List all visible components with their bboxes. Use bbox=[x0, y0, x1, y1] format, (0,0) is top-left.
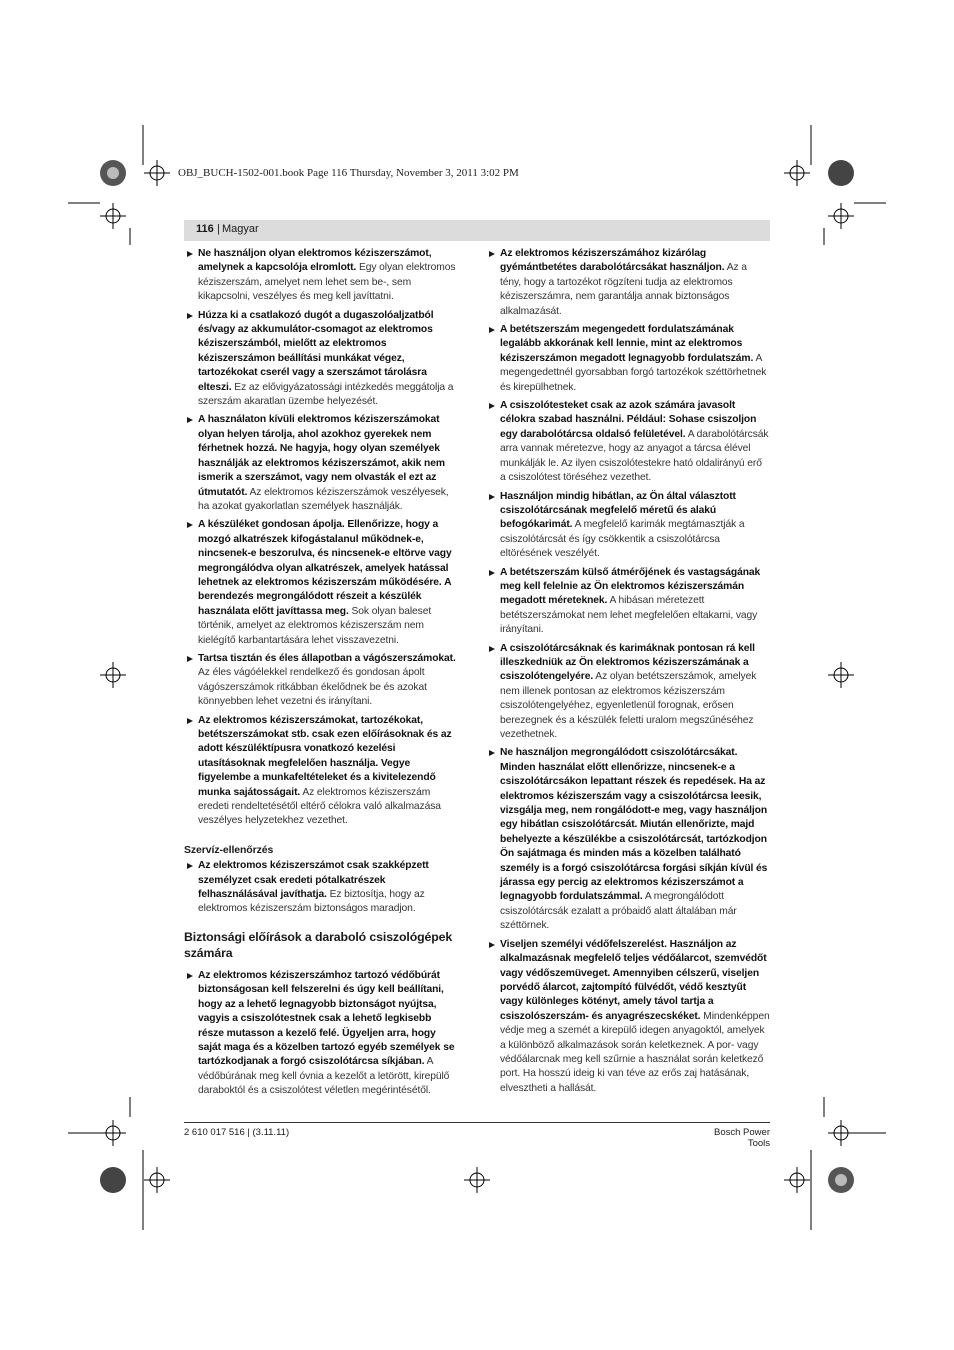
item-bold-text: Az elektromos kéziszerszámhoz tartozó védőbúrát biztonságosan kell felszerelni és úgy kell beállítani, hogy az a lehető legnagyobb biztonságot nyújtsa, vagyis a csiszolótestnek csak a lehető legkisebb része mutasson a kezelő felé. Ügyeljen arra, hogy saját maga és a közelben tartozó egyéb személyek se tartózkodjanak a forgó csiszolótárcsa síkjában. bbox=[198, 969, 455, 1068]
service-items bbox=[184, 859, 456, 917]
left-column bbox=[184, 247, 456, 1103]
item-body-text: A megfelelő karimák megtámasztják a csiszolótárcsát és így csökkentik a csiszolótárcsa eltörésének veszélyét. bbox=[500, 519, 745, 560]
section-items bbox=[184, 969, 456, 1099]
item-bold-text: A használaton kívüli elektromos kéziszerszámokat olyan helyen tárolja, ahol azokhoz gyerekek nem férhetnek hozzá. Ne hagyja, hogy olyan személyek használják az elektromos kéziszerszámot, akik nem ismerik a szerszámot, vagy nem olvasták el ezt az útmutatót. bbox=[198, 414, 445, 498]
page-header-band bbox=[184, 220, 770, 241]
right-items bbox=[486, 247, 770, 1096]
list-item bbox=[184, 969, 456, 1099]
bullet-triangle-icon bbox=[187, 656, 193, 662]
left-items-before bbox=[184, 247, 456, 829]
list-item bbox=[486, 490, 770, 562]
bullet-triangle-icon bbox=[489, 251, 495, 257]
item-body-text: Ez biztosítja, hogy az elektromos kéziszerszám biztonságos maradjon. bbox=[198, 889, 425, 915]
list-item bbox=[184, 518, 456, 648]
item-body-text: Egy olyan elektromos kéziszerszám, amelyet nem lehet sem be-, sem kikapcsolni, veszélyes és meg kell javíttatni. bbox=[198, 262, 456, 303]
item-bold-text: A betétszerszám megengedett fordulatszámának legalább akkorának kell lennie, mint az elektromos kéziszerszámon megadott legnagyobb fordulatszám. bbox=[500, 324, 754, 364]
item-body-text: Az elektromos kéziszerszám eredeti rendeltetésétől eltérő célokra való alkalmazása veszélyes helyzetekhez vezethet. bbox=[198, 786, 441, 827]
item-body-text: Ez az elővigyázatossági intézkedés meggátolja a szerszám akaratlan üzembe helyezését. bbox=[198, 381, 454, 408]
list-item bbox=[184, 309, 456, 410]
bullet-triangle-icon bbox=[187, 973, 193, 979]
bullet-triangle-icon bbox=[187, 313, 193, 319]
list-item bbox=[486, 938, 770, 1096]
item-bold-text: Használjon mindig hibátlan, az Ön által választott csiszolótárcsának megfelelő méretű és alakú befogókarimát. bbox=[500, 490, 736, 531]
item-body-text: Az éles vágóélekkel rendelkező és gondosan ápolt vágószerszámok ritkábban ékelődnek be és azokat könnyebben lehet vezetni és irányítani. bbox=[198, 667, 427, 708]
list-item bbox=[486, 323, 770, 395]
list-item bbox=[184, 247, 456, 305]
item-body-text: A megengedettnél gyorsabban forgó tartozékok széttörhetnek és kirepülhetnek. bbox=[500, 352, 767, 393]
item-bold-text: Tartsa tisztán és éles állapotban a vágószerszámokat. bbox=[198, 652, 456, 664]
item-body-text: Az a tény, hogy a tartozékot rögzíteni tudja az elektromos kéziszerszámra, nem garantálja annak biztonságos alkalmazását. bbox=[500, 262, 747, 317]
page-number: 116 bbox=[196, 223, 214, 235]
item-body-text: A megrongálódott csiszolótárcsák ezalatt a próbaidő alatt általában már széttörnek. bbox=[500, 891, 737, 932]
item-bold-text: Viseljen személyi védőfelszerelést. Használjon az alkalmazásnak megfelelő teljes védőálarcot, szemvédőt vagy védőszemüveget. Amennyiben célszerű, viseljen porvédő álarcot, zajtompító fülvédőt, védő kesztyűt vagy különleges kötényt, amely távol tartja a csiszolószerszám- és anyagrészecskéket. bbox=[500, 938, 767, 1022]
item-bold-text: Az elektromos kéziszerszámához kizárólag gyémántbetétes darabolótárcsákat használjon. bbox=[500, 248, 725, 274]
bullet-triangle-icon bbox=[489, 494, 495, 500]
bullet-triangle-icon bbox=[489, 403, 495, 409]
section-heading: Biztonsági előírások a daraboló csiszológépek számára bbox=[184, 929, 453, 960]
header-separator: | bbox=[217, 223, 220, 235]
item-bold-text: A készüléket gondosan ápolja. Ellenőrizze, hogy a mozgó alkatrészek kifogástalanul működnek-e, nincsenek-e beszorulva, és nincsenek-e eltörve vagy megrongálódva olyan alkatrészek, amelyek hatással lehetnek az elektromos kéziszerszám működésére. A berendezés megrongálódott részeit a készülék használata előtt javíttassa meg. bbox=[198, 519, 452, 617]
footer-doc-number: 2 610 017 516 | (3.11.11) bbox=[184, 1127, 290, 1138]
header-language: Magyar bbox=[222, 223, 259, 235]
bullet-triangle-icon bbox=[187, 718, 193, 724]
item-bold-text: Ne használjon olyan elektromos kéziszerszámot, amelynek a kapcsolója elromlott. bbox=[198, 248, 432, 274]
item-bold-text: A csiszolótesteket csak az azok számára javasolt célokra szabad használni. Például: Sohase csiszoljon egy darabolótárcsa oldalsó felületével. bbox=[500, 400, 757, 440]
item-bold-text: Az elektromos kéziszerszámot csak szakképzett személyzet csak eredeti pótalkatrészek felhasználásával javíthatja. bbox=[198, 860, 429, 901]
item-bold-text: A csiszolótárcsáknak és karimáknak pontosan rá kell illeszkedniük az Ön elektromos kéziszerszámának a csiszolótengelyére. bbox=[500, 642, 755, 683]
bullet-triangle-icon bbox=[489, 750, 495, 756]
service-heading: Szervíz-ellenőrzés bbox=[184, 843, 274, 856]
item-body-text: A darabolótárcsák arra vannak méretezve, hogy az anyagot a tárcsa élével munkálják le. Az ilyen csiszolótestekre ható oldalirányú erő a csiszolótest töréséhez vezethet. bbox=[500, 428, 769, 484]
item-body-text: Sok olyan baleset történik, amelyet az elektromos kéziszerszám nem kielégítő karbantartására lehet visszavezetni. bbox=[198, 605, 432, 646]
item-bold-text: Ne használjon megrongálódott csiszolótárcsákat. Minden használat előtt ellenőrizze, nincsenek-e a csiszolótárcsákon lepattant részek és repedések. Ha az elektromos kéziszerszám vagy a csiszolótárcsa leesik, vizsgálja meg, nem rongálódott-e meg, vagy használjon egy hibátlan csiszolótárcsát. Miután ellenőrizte, majd behelyezte a készülékbe a csiszolótárcsát, tartózkodjon Ön sajátmaga és minden más a közelben található személy is a forgó csiszolótárcsa forgási síkján kívül és járassa egy percig az elektromos kéziszerszámot a legnagyobb fordulatszámmal. bbox=[500, 747, 768, 903]
bullet-triangle-icon bbox=[489, 327, 495, 333]
list-item bbox=[184, 652, 456, 710]
list-item bbox=[486, 247, 770, 319]
print-header: OBJ_BUCH-1502-001.book Page 116 Thursday, November 3, 2011 3:02 PM bbox=[178, 167, 519, 179]
list-item bbox=[184, 413, 456, 514]
bullet-triangle-icon bbox=[187, 251, 193, 257]
bullet-triangle-icon bbox=[489, 942, 495, 948]
item-body-text: Mindenképpen védje meg a szemét a kirepülő idegen anyagoktól, amelyek a különböző alkalmazások során keletkeznek. A por- vagy védőálarcnak meg kell szűrnie a használat során keletkező port. Ha hosszú ideig ki van téve az erős zaj hatásának, elvesztheti a hallását. bbox=[500, 1010, 770, 1094]
list-item bbox=[184, 859, 456, 917]
item-body-text: A védőbúrának meg kell óvnia a kezelőt a letörött, kirepülő daraboktól és a csiszolótest véletlen megérintésétől. bbox=[198, 1056, 450, 1097]
item-bold-text: Húzza ki a csatlakozó dugót a dugaszolóaljzatból és/vagy az akkumulátor-csomagot az elektromos kéziszerszámból, mielőtt az elektromos kéziszerszámon beállítási munkákat végez, tartozékokat cserél vagy a szerszámot tárolásra elteszi. bbox=[198, 309, 434, 393]
item-bold-text: A betétszerszám külső átmérőjének és vastagságának meg kell felelnie az Ön elektromos kéziszerszámán megadott méreteknek. bbox=[500, 566, 761, 607]
footer-rule bbox=[184, 1122, 770, 1123]
bullet-triangle-icon bbox=[187, 522, 193, 528]
list-item bbox=[486, 642, 770, 743]
item-body-text: Az olyan betétszerszámok, amelyek nem illenek pontosan az elektromos kéziszerszám csiszolótengelyéhez, egyenletlenül forognak, erősen berezegnek és a készülék feletti uralom megszűnéséhez vezethetnek. bbox=[500, 671, 757, 740]
bullet-triangle-icon bbox=[187, 863, 193, 869]
list-item bbox=[184, 714, 456, 829]
list-item bbox=[486, 399, 770, 485]
list-item bbox=[486, 746, 770, 933]
item-body-text: Az elektromos kéziszerszámok veszélyesek, ha azokat gyakorlatlan személyek használják. bbox=[198, 486, 449, 512]
item-bold-text: Az elektromos kéziszerszámokat, tartozékokat, betétszerszámokat stb. csak ezen előírásoknak és az adott készüléktípusra vonatkozó kezelési utasításoknak megfelelően használja. Vegye figyelembe a munkafeltételeket és a kivitelezendő munka sajátosságait. bbox=[198, 714, 452, 798]
footer-brand: Bosch Power Tools bbox=[714, 1127, 770, 1149]
bullet-triangle-icon bbox=[187, 417, 193, 423]
list-item bbox=[486, 566, 770, 638]
bullet-triangle-icon bbox=[489, 570, 495, 576]
item-body-text: A hibásan méretezett betétszerszámokat nem lehet megfelelően eltakarni, vagy irányítani. bbox=[500, 595, 758, 636]
bullet-triangle-icon bbox=[489, 646, 495, 652]
right-column bbox=[486, 247, 770, 1100]
